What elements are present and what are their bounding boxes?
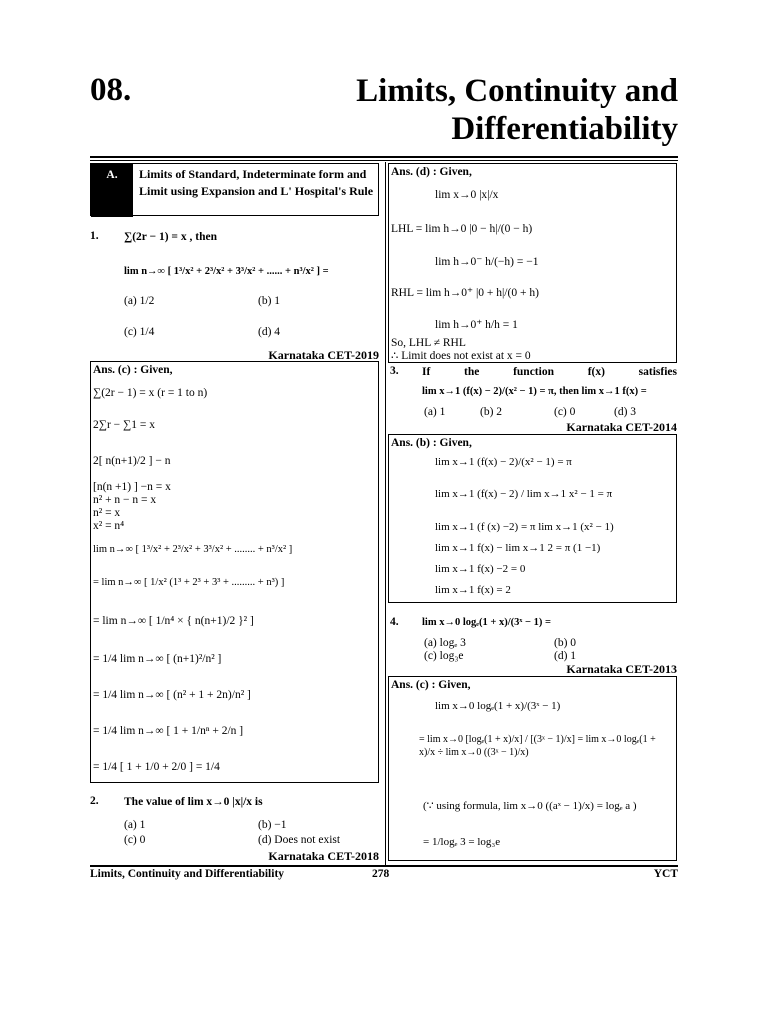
- answer-box-2: [388, 163, 677, 363]
- question-3-number: 3.: [390, 365, 399, 377]
- left-column: [90, 163, 379, 865]
- answer-1-head: Ans. (c) : Given,: [93, 364, 173, 376]
- answer-1-line: lim n→∞ [ 1³/x² + 2³/x² + 3³/x² + ........ + n³/x² ]: [93, 544, 293, 555]
- question-3-stem: If the function f(x) satisfies: [422, 366, 677, 378]
- question-3-option-a: (a) 1: [424, 406, 446, 418]
- answer-1-line: = lim n→∞ [ 1/n⁴ × { n(n+1)/2 }² ]: [93, 615, 254, 627]
- answer-1-line: = 1/4 lim n→∞ [ (n+1)²/n² ]: [93, 653, 222, 665]
- question-1-option-c: (c) 1/4: [124, 326, 155, 338]
- question-1-option-a: (a) 1/2: [124, 295, 155, 307]
- answer-box-4: [388, 676, 677, 861]
- chapter-number: 08.: [90, 72, 132, 108]
- question-4-source: Karnataka CET-2013: [566, 662, 677, 676]
- answer-1-line: = 1/4 lim n→∞ [ 1 + 1/nⁿ + 2/n ]: [93, 725, 244, 737]
- question-3-expression: lim x→1 (f(x) − 2)/(x² − 1) = π, then lim x→1 f(x) =: [422, 386, 647, 397]
- answer-box-1: [90, 361, 379, 783]
- question-3-option-b: (b) 2: [480, 406, 503, 418]
- right-column: [388, 163, 677, 865]
- chapter-title-line2: Differentiability: [451, 111, 678, 147]
- answer-2-line: LHL = lim h→0 |0 − h|/(0 − h): [391, 223, 533, 235]
- question-4-option-a: (a) logₑ 3: [424, 637, 466, 649]
- question-1-number: 1.: [90, 230, 99, 242]
- answer-1-line: x² = n⁴: [93, 520, 125, 532]
- answer-1-heading: [93, 363, 173, 377]
- answer-3-line: lim x→1 (f(x) − 2) / lim x→1 x² − 1 = π: [435, 488, 613, 500]
- answer-2-line: lim h→0⁻ h/(−h) = −1: [435, 256, 539, 268]
- answer-1-line: [n(n +1) ] −n = x: [93, 481, 171, 493]
- question-1-option-d: (d) 4: [258, 326, 281, 338]
- question-3-option-c: (c) 0: [554, 406, 576, 418]
- answer-1-line: n² = x: [93, 507, 121, 519]
- answer-3-line: lim x→1 (f (x) −2) = π lim x→1 (x² − 1): [435, 521, 614, 533]
- answer-1-line: = 1/4 lim n→∞ [ (n² + 1 + 2n)/n² ]: [93, 689, 251, 701]
- answer-box-3: [388, 434, 677, 603]
- footer-rule: [90, 865, 678, 867]
- answer-4-head: Ans. (c) : Given,: [391, 679, 471, 691]
- answer-1-line: = lim n→∞ [ 1/x² (1³ + 2³ + 3³ + ......... + n³) ]: [93, 577, 285, 588]
- question-1-expression: lim n→∞ [ 1³/x² + 2³/x² + 3³/x² + ...... + n³/x² ] =: [124, 266, 329, 277]
- footer-page-number: 278: [372, 868, 390, 880]
- footer-chapter: Limits, Continuity and Differentiability: [90, 868, 285, 880]
- answer-1-line: ∑(2r − 1) = x (r = 1 to n): [93, 387, 208, 399]
- answer-1-line: n² + n − n = x: [93, 494, 157, 506]
- answer-4-line: = 1/logₑ 3 = log₃e: [423, 836, 501, 848]
- answer-2-head: Ans. (d) : Given,: [391, 166, 472, 178]
- answer-3-heading: [391, 436, 472, 450]
- answer-4-line: (∵ using formula, lim x→0 ((aˣ − 1)/x) = logₑ a ): [423, 800, 637, 812]
- question-4-number: 4.: [390, 616, 399, 628]
- question-4-option-d: (d) 1: [554, 650, 577, 662]
- answer-3-line: lim x→1 f(x) = 2: [435, 584, 511, 596]
- question-1-source: Karnataka CET-2019: [268, 348, 379, 362]
- header-rule-thin: [90, 160, 678, 161]
- answer-2-line: So, LHL ≠ RHL: [391, 337, 466, 349]
- question-3-source: Karnataka CET-2014: [566, 420, 677, 434]
- question-1-stem: ∑(2r − 1) = x , then: [124, 231, 217, 243]
- question-2-stem: The value of lim x→0 |x|/x is: [124, 796, 263, 808]
- answer-3-head: Ans. (b) : Given,: [391, 437, 472, 449]
- question-2-source: Karnataka CET-2018: [268, 849, 379, 863]
- answer-1-line: 2[ n(n+1)/2 ] − n: [93, 455, 171, 467]
- answer-4-line: = lim x→0 [logₑ(1 + x)/x] / [(3ˣ − 1)/x] = lim x→0 logₑ(1 + x)/x ÷ lim x→0 ((3ˣ − 1)/x): [419, 734, 656, 758]
- question-4-option-b: (b) 0: [554, 637, 577, 649]
- question-3-option-d: (d) 3: [614, 406, 637, 418]
- answer-2-heading: [391, 165, 472, 179]
- answer-2-line: ∴ Limit does not exist at x = 0: [391, 350, 531, 362]
- answer-2-line: lim x→0 |x|/x: [435, 189, 499, 201]
- answer-4-heading: [391, 678, 471, 692]
- question-4-expression: lim x→0 logₑ(1 + x)/(3ˣ − 1) =: [422, 617, 551, 628]
- question-2-option-a: (a) 1: [124, 819, 146, 831]
- question-2-option-b: (b) −1: [258, 819, 287, 831]
- answer-1-line: = 1/4 [ 1 + 1/0 + 2/0 ] = 1/4: [93, 761, 220, 773]
- question-2-option-d: (d) Does not exist: [258, 834, 341, 846]
- header-rule: [90, 156, 678, 158]
- section-header: [90, 163, 379, 216]
- question-1-option-b: (b) 1: [258, 295, 281, 307]
- section-label: A.: [91, 164, 133, 217]
- answer-3-line: lim x→1 (f(x) − 2)/(x² − 1) = π: [435, 456, 572, 468]
- answer-1-line: 2∑r − ∑1 = x: [93, 419, 155, 431]
- answer-3-line: lim x→1 f(x) −2 = 0: [435, 563, 526, 575]
- answer-3-line: lim x→1 f(x) − lim x→1 2 = π (1 −1): [435, 542, 601, 554]
- answer-4-line: lim x→0 logₑ(1 + x)/(3ˣ − 1): [435, 700, 561, 712]
- question-2-number: 2.: [90, 795, 99, 807]
- footer-publisher: YCT: [653, 868, 678, 880]
- question-2-option-c: (c) 0: [124, 834, 146, 846]
- chapter-title: [356, 72, 678, 148]
- question-4-option-c: (c) log₃e: [424, 650, 464, 662]
- chapter-title-line1: Limits, Continuity and: [356, 73, 678, 109]
- section-title: Limits of Standard, Indeterminate form and Limit using Expansion and L' Hospital's Rule: [139, 167, 374, 198]
- answer-2-line: RHL = lim h→0⁺ |0 + h|/(0 + h): [391, 287, 539, 299]
- answer-2-line: lim h→0⁺ h/h = 1: [435, 319, 518, 331]
- column-divider: [385, 162, 386, 866]
